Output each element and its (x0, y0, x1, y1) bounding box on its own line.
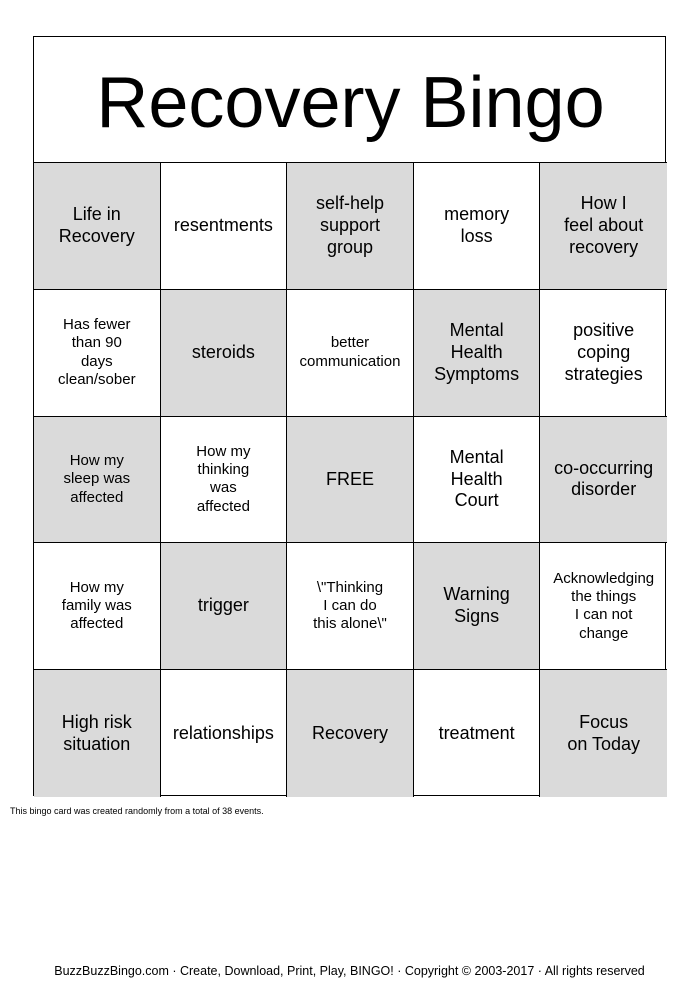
bingo-cell (287, 543, 414, 670)
bingo-cell-text: treatment (438, 722, 515, 743)
bingo-cell (161, 543, 288, 670)
bingo-cell (287, 670, 414, 797)
bingo-cell (414, 670, 541, 797)
bingo-cell (34, 417, 161, 544)
bingo-cell-text: Focus on Today (567, 711, 641, 754)
bingo-cell-text: better communication (299, 334, 401, 370)
bingo-grid (34, 163, 667, 797)
bingo-cell-text: High risk situation (61, 711, 132, 754)
bingo-cell (414, 417, 541, 544)
bingo-cell-text: How I feel about recovery (564, 192, 644, 257)
bingo-cell (414, 543, 541, 670)
bingo-cell (34, 543, 161, 670)
bingo-cell-text: relationships (172, 722, 274, 743)
bingo-cell-text: Mental Health Symptoms (434, 319, 520, 384)
bingo-cell (540, 417, 667, 544)
bingo-cell-text: resentments (173, 214, 273, 235)
card-title: Recovery Bingo (96, 62, 605, 143)
bingo-cell-text: How my family was affected (61, 578, 132, 633)
bingo-cell-text: How my thinking was affected (196, 442, 251, 515)
bingo-cell (414, 163, 541, 290)
bingo-cell-text: FREE (325, 468, 374, 489)
footer-copyright: BuzzBuzzBingo.com · Create, Download, Print, Play, BINGO! · Copyright © 2003-2017 · All rights reserved (54, 964, 645, 978)
title-box (34, 37, 667, 163)
bingo-cell (161, 670, 288, 797)
bingo-cell-text: Mental Health Court (449, 446, 504, 511)
bingo-cell (540, 543, 667, 670)
bingo-cell-text: positive coping strategies (564, 319, 643, 384)
bingo-cell (34, 290, 161, 417)
bingo-cell-text: memory loss (444, 203, 510, 246)
bingo-cell (161, 290, 288, 417)
bingo-cell (540, 163, 667, 290)
bingo-cell-text: co-occurring disorder (554, 457, 654, 500)
bingo-cell (34, 670, 161, 797)
bingo-cell-text: Acknowledging the things I can not change (553, 569, 655, 642)
bingo-cell (34, 163, 161, 290)
bingo-cell-text: Has fewer than 90 days clean/sober (58, 316, 136, 388)
bingo-cell (287, 290, 414, 417)
bingo-cell (161, 417, 288, 544)
bingo-cell-text: trigger (197, 595, 249, 616)
bingo-card (33, 36, 666, 796)
bingo-cell-text: Recovery (311, 722, 388, 743)
bingo-cell (540, 290, 667, 417)
bingo-cell (414, 290, 541, 417)
bingo-cell (161, 163, 288, 290)
bingo-cell (287, 163, 414, 290)
bingo-cell (540, 670, 667, 797)
bingo-cell-text: How my sleep was affected (63, 452, 131, 506)
bingo-cell-text: self-help support group (315, 192, 385, 257)
bingo-cell-text: \"Thinking I can do this alone\" (313, 578, 387, 633)
bingo-cell-text: Life in Recovery (58, 203, 135, 246)
generation-note: This bingo card was created randomly from a total of 38 events. (10, 806, 264, 816)
bingo-cell-text: Warning Signs (443, 584, 510, 627)
bingo-cell (287, 417, 414, 544)
bingo-cell-text: steroids (191, 341, 255, 362)
